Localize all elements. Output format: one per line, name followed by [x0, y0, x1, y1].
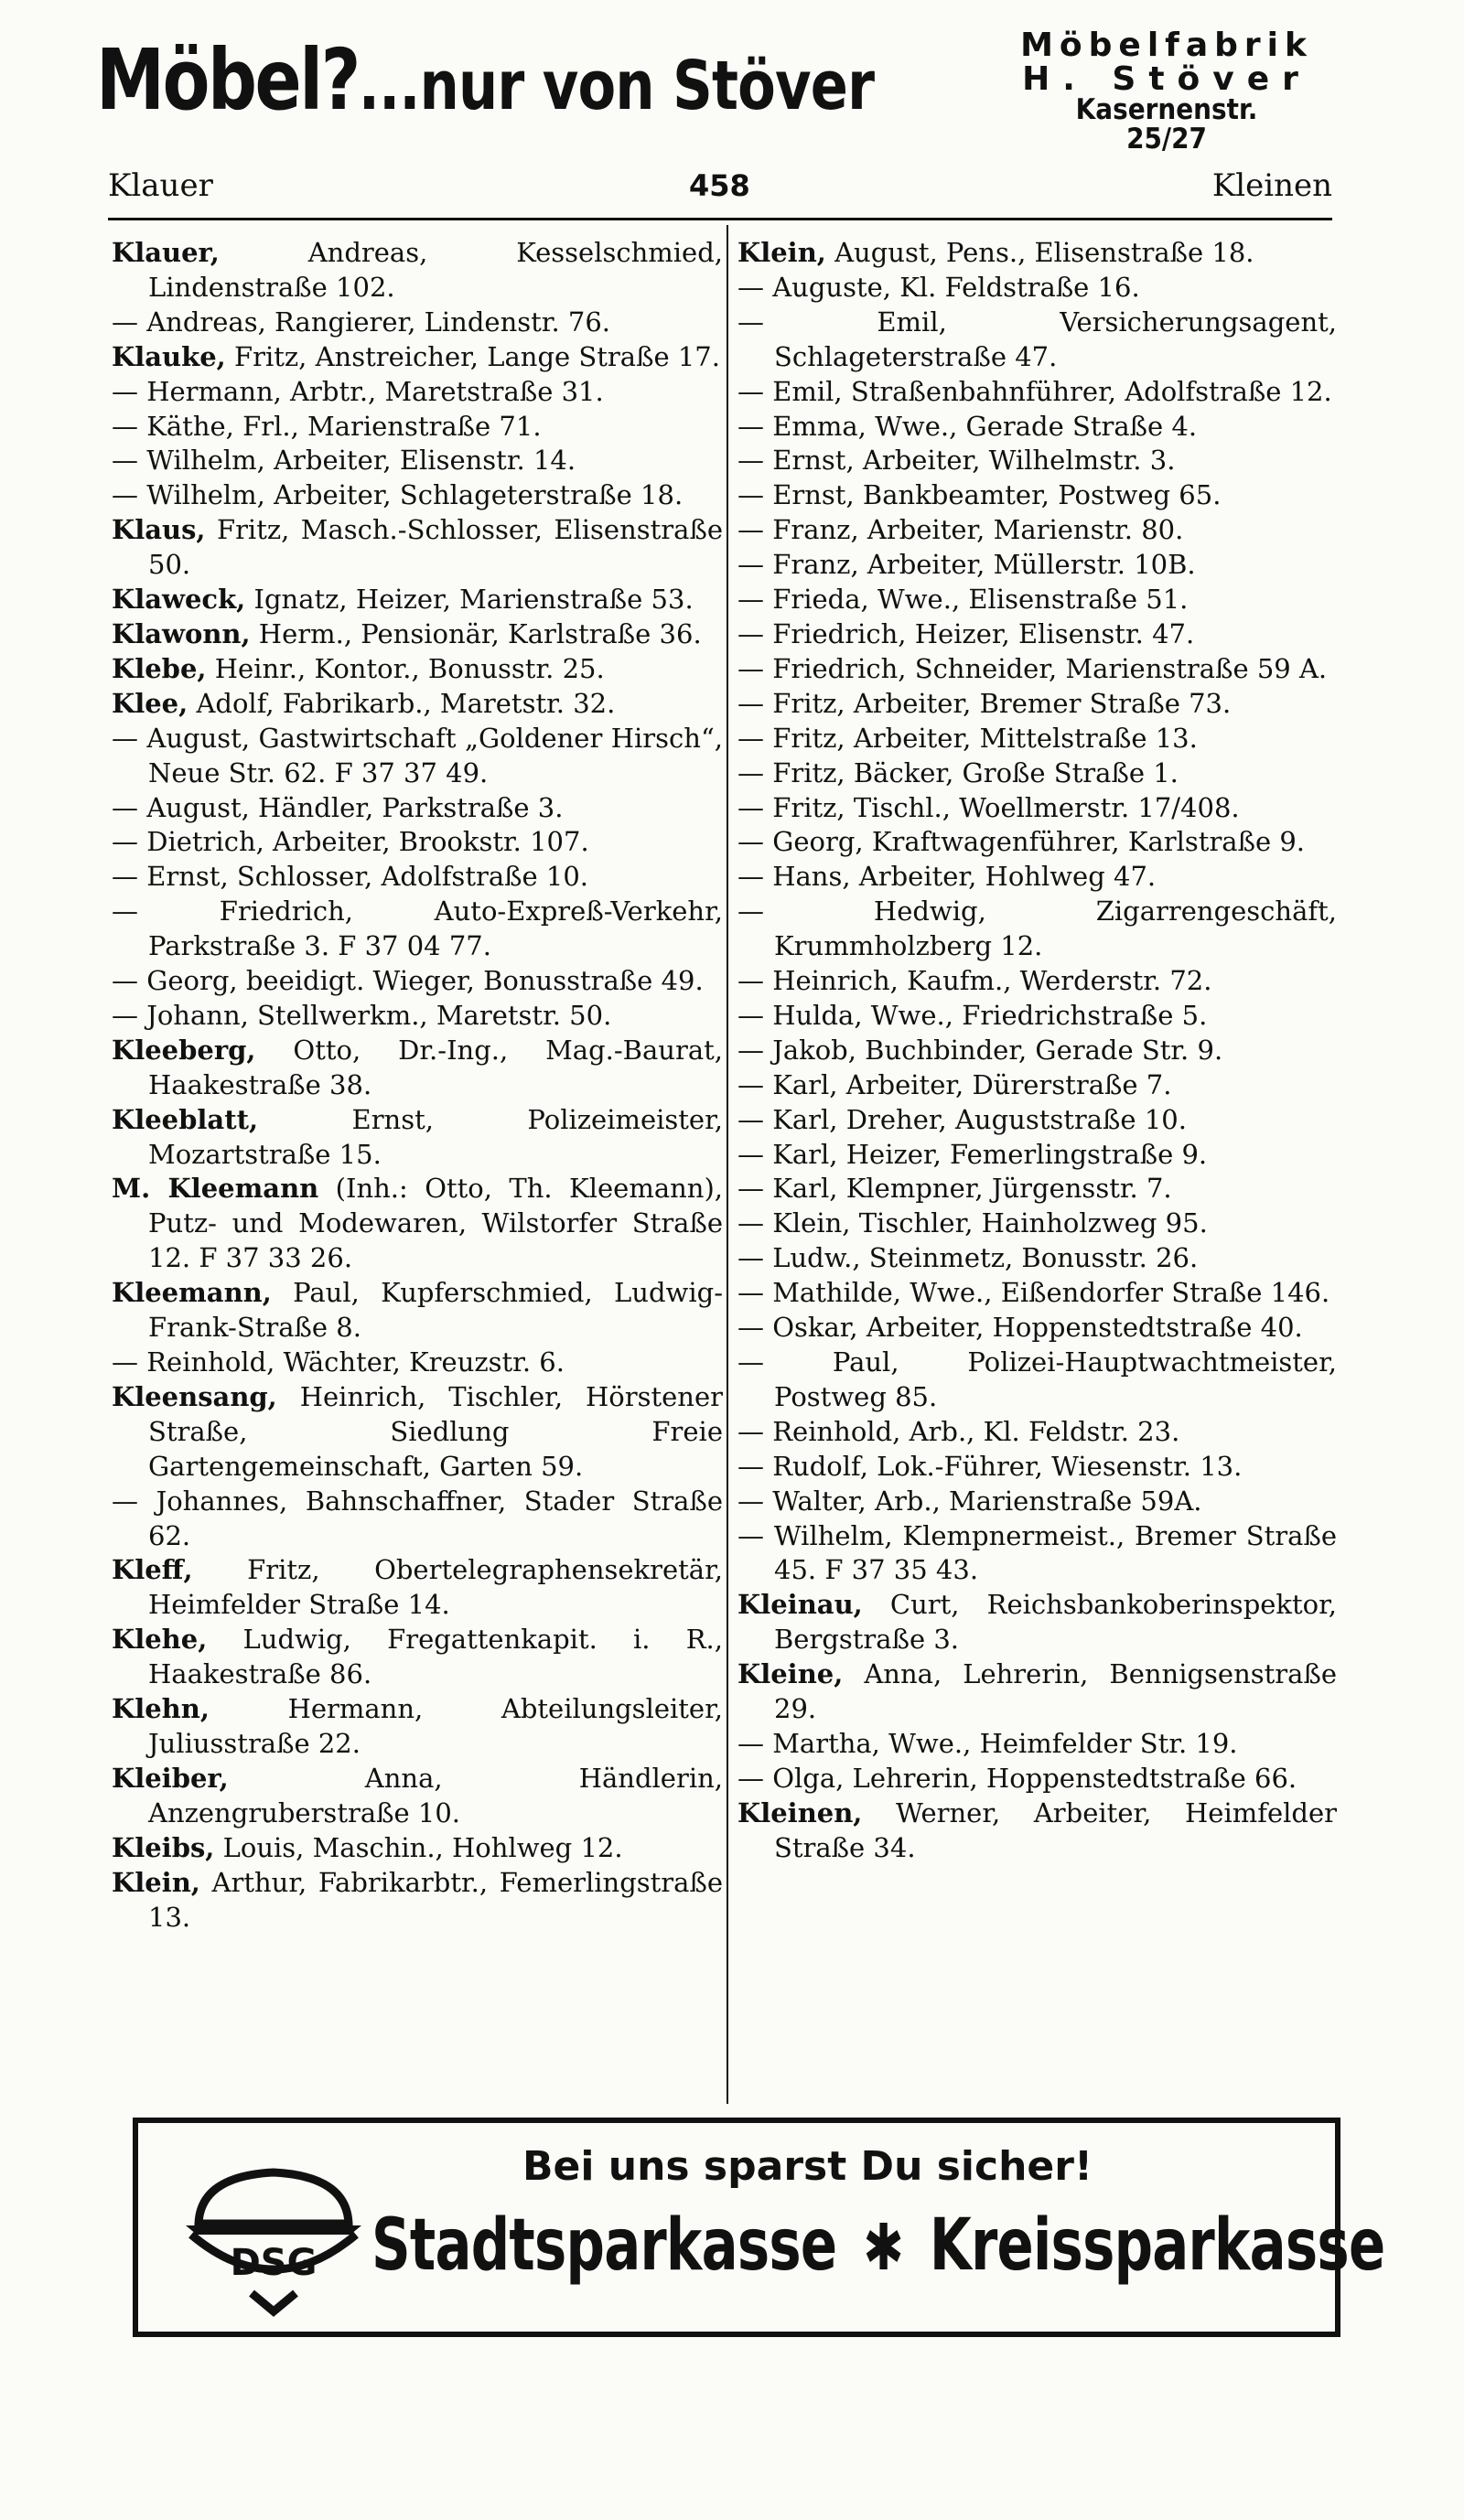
entry-details: — Fritz, Arbeiter, Mittelstraße 13.: [737, 722, 1198, 754]
ad-company-line3: Kasernenstr. 25/27: [1075, 93, 1258, 156]
entry-details: Herm., Pensionär, Karlstraße 36.: [250, 617, 702, 649]
entry-details: Anna, Lehrerin, Bennigsenstraße 29.: [774, 1658, 1337, 1725]
directory-entry: [737, 999, 1337, 1034]
directory-entry: [737, 1727, 1337, 1762]
right-column: [737, 236, 1337, 1866]
entry-details: — Karl, Klempner, Jürgensstr. 7.: [737, 1173, 1172, 1205]
entry-details: Heinr., Kontor., Bonusstr. 25.: [206, 652, 605, 684]
running-header: [108, 163, 1332, 209]
header-last-entry: Kleinen: [1211, 167, 1332, 204]
entry-details: Louis, Maschin., Hohlweg 12.: [214, 1831, 623, 1863]
entry-details: — Hans, Arbeiter, Hohlweg 47.: [737, 861, 1157, 893]
directory-entry: [737, 1762, 1337, 1796]
entry-details: — Johannes, Bahnschaffner, Stader Straße 62.: [112, 1485, 723, 1551]
entry-details: — Walter, Arb., Marienstraße 59A.: [737, 1485, 1202, 1517]
directory-entry: [112, 1103, 723, 1173]
entry-details: — Martha, Wwe., Heimfelder Str. 19.: [737, 1727, 1238, 1759]
entry-surname: Klaus,: [112, 514, 206, 546]
entry-details: — Karl, Heizer, Femerlingstraße 9.: [737, 1138, 1208, 1170]
entry-surname: Kleine,: [737, 1658, 844, 1690]
ad-tagline: Bei uns sparst Du sicher!: [522, 2143, 1093, 2190]
entry-surname: M. Kleemann: [112, 1173, 319, 1205]
entry-surname: Klehe,: [112, 1624, 208, 1656]
bank-name-city: Stadtsparkasse: [371, 2204, 837, 2287]
entry-surname: Klauer,: [112, 237, 220, 268]
directory-entry: [112, 513, 723, 583]
directory-entry: [737, 306, 1337, 375]
directory-entry: [737, 1415, 1337, 1450]
directory-entry: [112, 1346, 723, 1380]
directory-entry: [737, 1519, 1337, 1589]
directory-entry: [112, 617, 723, 652]
directory-entry: [112, 478, 723, 513]
entry-surname: Klein,: [737, 237, 826, 268]
directory-entry: [737, 513, 1337, 548]
entry-details: — Rudolf, Lok.-Führer, Wiesenstr. 13.: [737, 1450, 1243, 1482]
entry-details: Paul, Kupferschmied, Ludwig-Frank-Straße 8.: [148, 1277, 723, 1344]
entry-details: — Friedrich, Schneider, Marienstraße 59 A.: [737, 652, 1328, 684]
entry-details: — Emil, Straßenbahnführer, Adolfstraße 12.: [737, 375, 1332, 407]
directory-entry: [737, 583, 1337, 617]
directory-entry: [737, 1485, 1337, 1519]
directory-entry: [112, 340, 723, 375]
directory-entry: [737, 1206, 1337, 1241]
directory-entry: [737, 652, 1337, 687]
directory-entry: [737, 1276, 1337, 1311]
entry-details: — Jakob, Buchbinder, Gerade Str. 9.: [737, 1034, 1223, 1066]
entry-surname: Kleff,: [112, 1554, 193, 1586]
entry-details: — Käthe, Frl., Marienstraße 71.: [112, 410, 542, 442]
directory-entry: [737, 1311, 1337, 1346]
directory-entry: [737, 1450, 1337, 1485]
directory-entry: [737, 444, 1337, 478]
directory-entry: [737, 1657, 1337, 1727]
directory-entry: [112, 1623, 723, 1692]
ad-slogan-rest: ...nur von Stöver: [358, 47, 875, 125]
ad-slogan: [96, 31, 875, 129]
entry-details: Fritz, Masch.-Schlosser, Elisenstraße 50.: [148, 514, 723, 581]
entry-details: — Ernst, Arbeiter, Wilhelmstr. 3.: [737, 445, 1176, 477]
page-number: 458: [689, 168, 750, 203]
entry-details: Fritz, Obertelegraphensekretär, Heimfelder Straße 14.: [148, 1554, 723, 1621]
bank-name-district: Kreissparkasse: [929, 2204, 1385, 2287]
directory-entry: [112, 306, 723, 340]
entry-surname: Kleinen,: [737, 1796, 863, 1828]
entry-surname: Klehn,: [112, 1693, 210, 1725]
entry-details: Ernst, Polizeimeister, Mozartstraße 15.: [148, 1103, 723, 1170]
directory-entry: [737, 1796, 1337, 1866]
entry-details: Ludwig, Fregattenkapit. i. R., Haakestraße 86.: [148, 1624, 723, 1690]
entry-details: — Olga, Lehrerin, Hoppenstedtstraße 66.: [737, 1762, 1297, 1794]
entry-details: — Hermann, Arbtr., Maretstraße 31.: [112, 375, 604, 407]
entry-surname: Kleeblatt,: [112, 1103, 259, 1135]
entry-details: — Ludw., Steinmetz, Bonusstr. 26.: [737, 1242, 1199, 1274]
directory-entry: [112, 652, 723, 687]
entry-details: — Franz, Arbeiter, Marienstr. 80.: [737, 514, 1184, 546]
directory-entry: [112, 999, 723, 1034]
entry-details: — Wilhelm, Klempnermeist., Bremer Straße 45. F 37 35 43.: [737, 1519, 1337, 1586]
directory-entry: [112, 444, 723, 478]
directory-entry: [112, 860, 723, 895]
entry-details: — Karl, Arbeiter, Dürerstraße 7.: [737, 1068, 1172, 1100]
directory-entry: [737, 1346, 1337, 1415]
entry-details: — Emil, Versicherungsagent, Schlageterstraße 47.: [737, 306, 1337, 372]
entry-details: Andreas, Kesselschmied, Lindenstraße 102.: [148, 237, 723, 303]
directory-entry: [112, 1172, 723, 1276]
directory-entry: [112, 722, 723, 791]
entry-details: — Frieda, Wwe., Elisenstraße 51.: [737, 584, 1189, 616]
directory-entry: [112, 583, 723, 617]
ad-company-line1: Möbelfabrik: [1020, 27, 1313, 64]
entry-details: (Inh.: Otto, Th. Kleemann), Putz- und Modewaren, Wilstorfer Straße 12. F 37 33 26.: [148, 1173, 723, 1274]
entry-details: — Reinhold, Wächter, Kreuzstr. 6.: [112, 1346, 565, 1378]
entry-details: — Wilhelm, Arbeiter, Elisenstr. 14.: [112, 445, 576, 477]
entry-details: — Fritz, Tischl., Woellmerstr. 17/408.: [737, 791, 1240, 823]
entry-details: — Emma, Wwe., Gerade Straße 4.: [737, 410, 1198, 442]
ad-company-line2: H. Stöver: [1022, 59, 1311, 98]
directory-entry: [737, 1172, 1337, 1206]
directory-entry: [112, 1692, 723, 1762]
entry-surname: Klawonn,: [112, 617, 251, 649]
entry-surname: Kleemann,: [112, 1277, 272, 1309]
sparkasse-logo-icon: [182, 2139, 365, 2322]
entry-details: Anna, Händlerin, Anzengruberstraße 10.: [148, 1762, 723, 1828]
entry-details: Werner, Arbeiter, Heimfelder Straße 34.: [774, 1796, 1337, 1863]
entry-surname: Kleibs,: [112, 1831, 215, 1863]
directory-entry: [112, 1866, 723, 1936]
directory-entry: [112, 895, 723, 964]
entry-details: — Georg, beeidigt. Wieger, Bonusstraße 49.: [112, 965, 704, 997]
directory-entry: [112, 1034, 723, 1103]
entry-details: — Georg, Kraftwagenführer, Karlstraße 9.: [737, 826, 1306, 858]
entry-details: — Heinrich, Kaufm., Werderstr. 72.: [737, 965, 1212, 997]
directory-entry: [737, 1241, 1337, 1276]
directory-entry: [737, 964, 1337, 999]
entry-details: — Johann, Stellwerkm., Maretstr. 50.: [112, 999, 612, 1031]
entry-surname: Kleeberg,: [112, 1034, 256, 1066]
directory-entry: [112, 1276, 723, 1346]
left-column: [112, 236, 723, 1935]
entry-details: — Ernst, Schlosser, Adolfstraße 10.: [112, 861, 588, 893]
directory-entry: [112, 791, 723, 826]
entry-surname: Klaweck,: [112, 584, 246, 616]
directory-entry: [737, 410, 1337, 445]
entry-details: — Mathilde, Wwe., Eißendorfer Straße 146.: [737, 1277, 1330, 1309]
entry-surname: Klee,: [112, 687, 188, 719]
directory-entry: [737, 1034, 1337, 1068]
entry-surname: Klebe,: [112, 652, 207, 684]
entry-details: — August, Gastwirtschaft „Goldener Hirsch“, Neue Str. 62. F 37 37 49.: [112, 722, 723, 788]
entry-details: — Friedrich, Auto-Expreß-Verkehr, Parkstraße 3. F 37 04 77.: [112, 895, 723, 962]
directory-entry: [737, 271, 1337, 306]
directory-entry: [737, 756, 1337, 791]
entry-details: Adolf, Fabrikarb., Maretstr. 32.: [188, 687, 616, 719]
entry-details: — Wilhelm, Arbeiter, Schlageterstraße 18.: [112, 479, 684, 511]
entry-surname: Kleiber,: [112, 1762, 229, 1794]
entry-details: — Ernst, Bankbeamter, Postweg 65.: [737, 479, 1222, 511]
directory-entry: [112, 825, 723, 860]
directory-entry: [737, 478, 1337, 513]
entry-details: August, Pens., Elisenstraße 18.: [825, 237, 1254, 268]
directory-entry: [737, 791, 1337, 826]
bank-names: [371, 2204, 1385, 2287]
directory-entry: [737, 895, 1337, 964]
entry-details: — Klein, Tischler, Hainholzweg 95.: [737, 1207, 1208, 1239]
directory-entry: [112, 964, 723, 999]
star-icon: ✱: [863, 2210, 904, 2285]
entry-details: Ignatz, Heizer, Marienstraße 53.: [245, 584, 694, 616]
directory-entry: [112, 1762, 723, 1831]
directory-entry: [112, 410, 723, 445]
directory-entry: [112, 1831, 723, 1866]
entry-details: — August, Händler, Parkstraße 3.: [112, 791, 564, 823]
directory-entry: [737, 548, 1337, 583]
directory-entry: [112, 1553, 723, 1623]
directory-entry: [737, 722, 1337, 756]
entry-surname: Kleensang,: [112, 1380, 277, 1412]
logo-letters: DSG: [230, 2242, 318, 2284]
directory-entry: [112, 1485, 723, 1554]
entry-details: — Fritz, Arbeiter, Bremer Straße 73.: [737, 687, 1232, 719]
entry-details: — Dietrich, Arbeiter, Brookstr. 107.: [112, 826, 589, 858]
directory-entry: [112, 375, 723, 410]
directory-entry: [737, 617, 1337, 652]
entry-details: Heinrich, Tischler, Hörstener Straße, Siedlung Freie Gartengemeinschaft, Garten 59.: [148, 1380, 723, 1482]
entry-surname: Kleinau,: [737, 1589, 863, 1621]
ad-slogan-main: Möbel?: [96, 31, 359, 129]
entry-details: — Reinhold, Arb., Kl. Feldstr. 23.: [737, 1415, 1180, 1447]
directory-entry: [737, 860, 1337, 895]
entry-details: — Karl, Dreher, Auguststraße 10.: [737, 1103, 1187, 1135]
ad-company-block: [1020, 29, 1313, 155]
entry-details: Fritz, Anstreicher, Lange Straße 17.: [225, 340, 720, 372]
entry-details: Curt, Reichsbankoberinspektor, Bergstraße 3.: [774, 1589, 1337, 1656]
entry-details: — Friedrich, Heizer, Elisenstr. 47.: [737, 617, 1195, 649]
entry-details: — Auguste, Kl. Feldstraße 16.: [737, 271, 1140, 303]
entry-details: — Fritz, Bäcker, Große Straße 1.: [737, 756, 1179, 788]
entry-details: Arthur, Fabrikarbtr., Femerlingstraße 13.: [148, 1866, 723, 1933]
directory-entry: [737, 236, 1337, 271]
directory-entry: [112, 687, 723, 722]
column-divider: [727, 225, 728, 2104]
entry-details: — Andreas, Rangierer, Lindenstr. 76.: [112, 306, 611, 338]
furniture-advertisement: [96, 27, 1313, 156]
entry-details: — Oskar, Arbeiter, Hoppenstedtstraße 40.: [737, 1312, 1303, 1344]
entry-surname: Klauke,: [112, 340, 226, 372]
directory-entry: [737, 687, 1337, 722]
header-first-entry: Klauer: [108, 167, 213, 204]
directory-entry: [112, 236, 723, 306]
entry-details: Otto, Dr.-Ing., Mag.-Baurat, Haakestraße 38.: [148, 1034, 723, 1100]
directory-entry: [737, 375, 1337, 410]
entry-details: — Hulda, Wwe., Friedrichstraße 5.: [737, 999, 1208, 1031]
entry-details: Hermann, Abteilungsleiter, Juliusstraße 22.: [148, 1693, 723, 1759]
directory-entry: [737, 1138, 1337, 1173]
entry-details: — Hedwig, Zigarrengeschäft, Krummholzberg 12.: [737, 895, 1337, 962]
directory-entry: [112, 1380, 723, 1485]
directory-entry: [737, 825, 1337, 860]
entry-details: — Franz, Arbeiter, Müllerstr. 10B.: [737, 549, 1196, 581]
entry-details: — Paul, Polizei-Hauptwachtmeister, Postweg 85.: [737, 1346, 1337, 1412]
directory-entry: [737, 1103, 1337, 1138]
header-rule: [108, 218, 1332, 220]
entry-surname: Klein,: [112, 1866, 200, 1898]
directory-entry: [737, 1068, 1337, 1103]
directory-entry: [737, 1588, 1337, 1657]
savings-bank-advertisement: [133, 2118, 1385, 2337]
